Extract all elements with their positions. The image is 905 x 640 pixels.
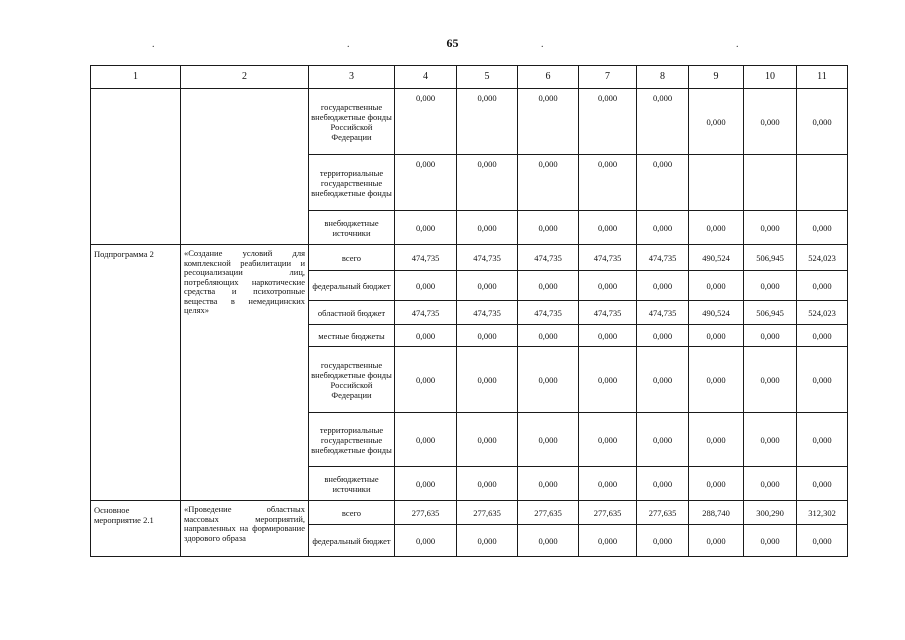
value-cell: 474,735 bbox=[518, 245, 579, 271]
value-cell: 0,000 bbox=[689, 325, 744, 347]
value-cell: 277,635 bbox=[579, 501, 637, 525]
column-header: 3 bbox=[309, 66, 395, 89]
scan-dot: . bbox=[347, 39, 350, 50]
value-cell bbox=[689, 155, 744, 211]
value-cell: 524,023 bbox=[797, 301, 848, 325]
value-cell: 0,000 bbox=[637, 89, 689, 155]
column-header: 11 bbox=[797, 66, 848, 89]
value-cell: 0,000 bbox=[689, 271, 744, 301]
value-cell: 474,735 bbox=[518, 301, 579, 325]
value-cell: 0,000 bbox=[395, 413, 457, 467]
value-cell: 0,000 bbox=[744, 467, 797, 501]
value-cell: 0,000 bbox=[579, 271, 637, 301]
funding-source-label: государственные внебюджетные фонды Российской Федерации bbox=[309, 347, 395, 413]
value-cell: 0,000 bbox=[637, 347, 689, 413]
column-number-row bbox=[91, 66, 848, 89]
table-row bbox=[91, 89, 848, 155]
value-cell: 0,000 bbox=[797, 211, 848, 245]
value-cell: 0,000 bbox=[797, 347, 848, 413]
value-cell: 0,000 bbox=[689, 347, 744, 413]
value-cell bbox=[744, 155, 797, 211]
value-cell: 0,000 bbox=[457, 211, 518, 245]
value-cell: 0,000 bbox=[518, 347, 579, 413]
value-cell: 0,000 bbox=[395, 89, 457, 155]
column-header: 9 bbox=[689, 66, 744, 89]
value-cell: 0,000 bbox=[744, 89, 797, 155]
page-number: 65 bbox=[446, 36, 459, 50]
value-cell: 0,000 bbox=[457, 155, 518, 211]
scan-dot: . bbox=[541, 39, 544, 50]
value-cell: 0,000 bbox=[579, 467, 637, 501]
scan-dot: . bbox=[152, 39, 155, 50]
value-cell: 288,740 bbox=[689, 501, 744, 525]
funding-source-label: всего bbox=[309, 501, 395, 525]
value-cell: 0,000 bbox=[744, 271, 797, 301]
value-cell: 0,000 bbox=[637, 271, 689, 301]
funding-source-label: федеральный бюджет bbox=[309, 271, 395, 301]
value-cell: 0,000 bbox=[579, 325, 637, 347]
value-cell: 312,302 bbox=[797, 501, 848, 525]
value-cell: 0,000 bbox=[797, 89, 848, 155]
funding-source-label: областной бюджет bbox=[309, 301, 395, 325]
funding-source-label: территориальные государственные внебюджетные фонды bbox=[309, 155, 395, 211]
column-header: 8 bbox=[637, 66, 689, 89]
value-cell: 474,735 bbox=[579, 301, 637, 325]
value-cell: 0,000 bbox=[395, 347, 457, 413]
column-header: 6 bbox=[518, 66, 579, 89]
value-cell: 490,524 bbox=[689, 301, 744, 325]
value-cell: 0,000 bbox=[637, 525, 689, 557]
table-row bbox=[91, 245, 848, 271]
value-cell: 0,000 bbox=[518, 89, 579, 155]
value-cell: 0,000 bbox=[797, 525, 848, 557]
value-cell: 474,735 bbox=[395, 301, 457, 325]
value-cell: 0,000 bbox=[579, 155, 637, 211]
value-cell: 0,000 bbox=[637, 467, 689, 501]
measure-description: «Проведение областных массовых мероприятий, направленных на формирование здорового образа bbox=[181, 501, 309, 557]
value-cell: 0,000 bbox=[744, 211, 797, 245]
value-cell: 0,000 bbox=[797, 325, 848, 347]
value-cell: 0,000 bbox=[637, 325, 689, 347]
value-cell: 0,000 bbox=[395, 155, 457, 211]
table-row bbox=[91, 501, 848, 525]
value-cell: 0,000 bbox=[518, 413, 579, 467]
value-cell: 0,000 bbox=[457, 325, 518, 347]
value-cell: 506,945 bbox=[744, 301, 797, 325]
value-cell: 474,735 bbox=[457, 245, 518, 271]
value-cell: 0,000 bbox=[744, 325, 797, 347]
funding-source-label: местные бюджеты bbox=[309, 325, 395, 347]
value-cell: 0,000 bbox=[579, 211, 637, 245]
value-cell: 277,635 bbox=[457, 501, 518, 525]
value-cell: 0,000 bbox=[395, 467, 457, 501]
value-cell: 0,000 bbox=[579, 525, 637, 557]
value-cell: 0,000 bbox=[579, 413, 637, 467]
value-cell: 474,735 bbox=[395, 245, 457, 271]
value-cell: 0,000 bbox=[457, 271, 518, 301]
value-cell: 0,000 bbox=[395, 271, 457, 301]
value-cell: 474,735 bbox=[637, 301, 689, 325]
value-cell: 0,000 bbox=[744, 525, 797, 557]
funding-source-label: территориальные государственные внебюджетные фонды bbox=[309, 413, 395, 467]
value-cell: 0,000 bbox=[457, 413, 518, 467]
value-cell: 0,000 bbox=[744, 347, 797, 413]
value-cell: 277,635 bbox=[395, 501, 457, 525]
value-cell: 0,000 bbox=[689, 525, 744, 557]
value-cell: 0,000 bbox=[457, 89, 518, 155]
funding-source-label: внебюджетные источники bbox=[309, 467, 395, 501]
value-cell: 0,000 bbox=[518, 525, 579, 557]
funding-table bbox=[90, 65, 848, 557]
subprogram-label: Подпрограмма 2 bbox=[91, 245, 181, 501]
empty-cell bbox=[91, 89, 181, 245]
value-cell: 300,290 bbox=[744, 501, 797, 525]
value-cell: 474,735 bbox=[637, 245, 689, 271]
column-header: 2 bbox=[181, 66, 309, 89]
funding-source-label: внебюджетные источники bbox=[309, 211, 395, 245]
column-header: 5 bbox=[457, 66, 518, 89]
value-cell: 0,000 bbox=[518, 271, 579, 301]
value-cell: 0,000 bbox=[395, 325, 457, 347]
value-cell: 0,000 bbox=[518, 325, 579, 347]
value-cell: 0,000 bbox=[744, 413, 797, 467]
value-cell: 0,000 bbox=[395, 525, 457, 557]
value-cell: 0,000 bbox=[637, 413, 689, 467]
value-cell: 277,635 bbox=[518, 501, 579, 525]
value-cell: 0,000 bbox=[637, 211, 689, 245]
value-cell: 0,000 bbox=[518, 467, 579, 501]
measure-label: Основное мероприятие 2.1 bbox=[91, 501, 181, 557]
value-cell: 277,635 bbox=[637, 501, 689, 525]
value-cell: 0,000 bbox=[579, 89, 637, 155]
value-cell: 490,524 bbox=[689, 245, 744, 271]
funding-source-label: всего bbox=[309, 245, 395, 271]
value-cell: 0,000 bbox=[457, 467, 518, 501]
value-cell: 0,000 bbox=[579, 347, 637, 413]
funding-source-label: федеральный бюджет bbox=[309, 525, 395, 557]
value-cell: 0,000 bbox=[797, 271, 848, 301]
empty-cell bbox=[181, 89, 309, 245]
column-header: 1 bbox=[91, 66, 181, 89]
subprogram-description: «Создание условий для комплексной реабилитации и ресоциализации лиц, потребляющих наркотические средства и психотропные вещества в немедицинских целях» bbox=[181, 245, 309, 501]
value-cell: 0,000 bbox=[637, 155, 689, 211]
value-cell: 506,945 bbox=[744, 245, 797, 271]
value-cell: 0,000 bbox=[457, 347, 518, 413]
funding-source-label: государственные внебюджетные фонды Российской Федерации bbox=[309, 89, 395, 155]
column-header: 10 bbox=[744, 66, 797, 89]
value-cell bbox=[797, 155, 848, 211]
column-header: 7 bbox=[579, 66, 637, 89]
value-cell: 0,000 bbox=[797, 467, 848, 501]
value-cell: 0,000 bbox=[518, 155, 579, 211]
value-cell: 0,000 bbox=[689, 211, 744, 245]
value-cell: 0,000 bbox=[395, 211, 457, 245]
value-cell: 0,000 bbox=[689, 89, 744, 155]
value-cell: 0,000 bbox=[518, 211, 579, 245]
value-cell: 0,000 bbox=[689, 413, 744, 467]
value-cell: 0,000 bbox=[797, 413, 848, 467]
value-cell: 0,000 bbox=[457, 525, 518, 557]
scan-dot: . bbox=[736, 39, 739, 50]
column-header: 4 bbox=[395, 66, 457, 89]
value-cell: 0,000 bbox=[689, 467, 744, 501]
value-cell: 474,735 bbox=[457, 301, 518, 325]
value-cell: 524,023 bbox=[797, 245, 848, 271]
value-cell: 474,735 bbox=[579, 245, 637, 271]
